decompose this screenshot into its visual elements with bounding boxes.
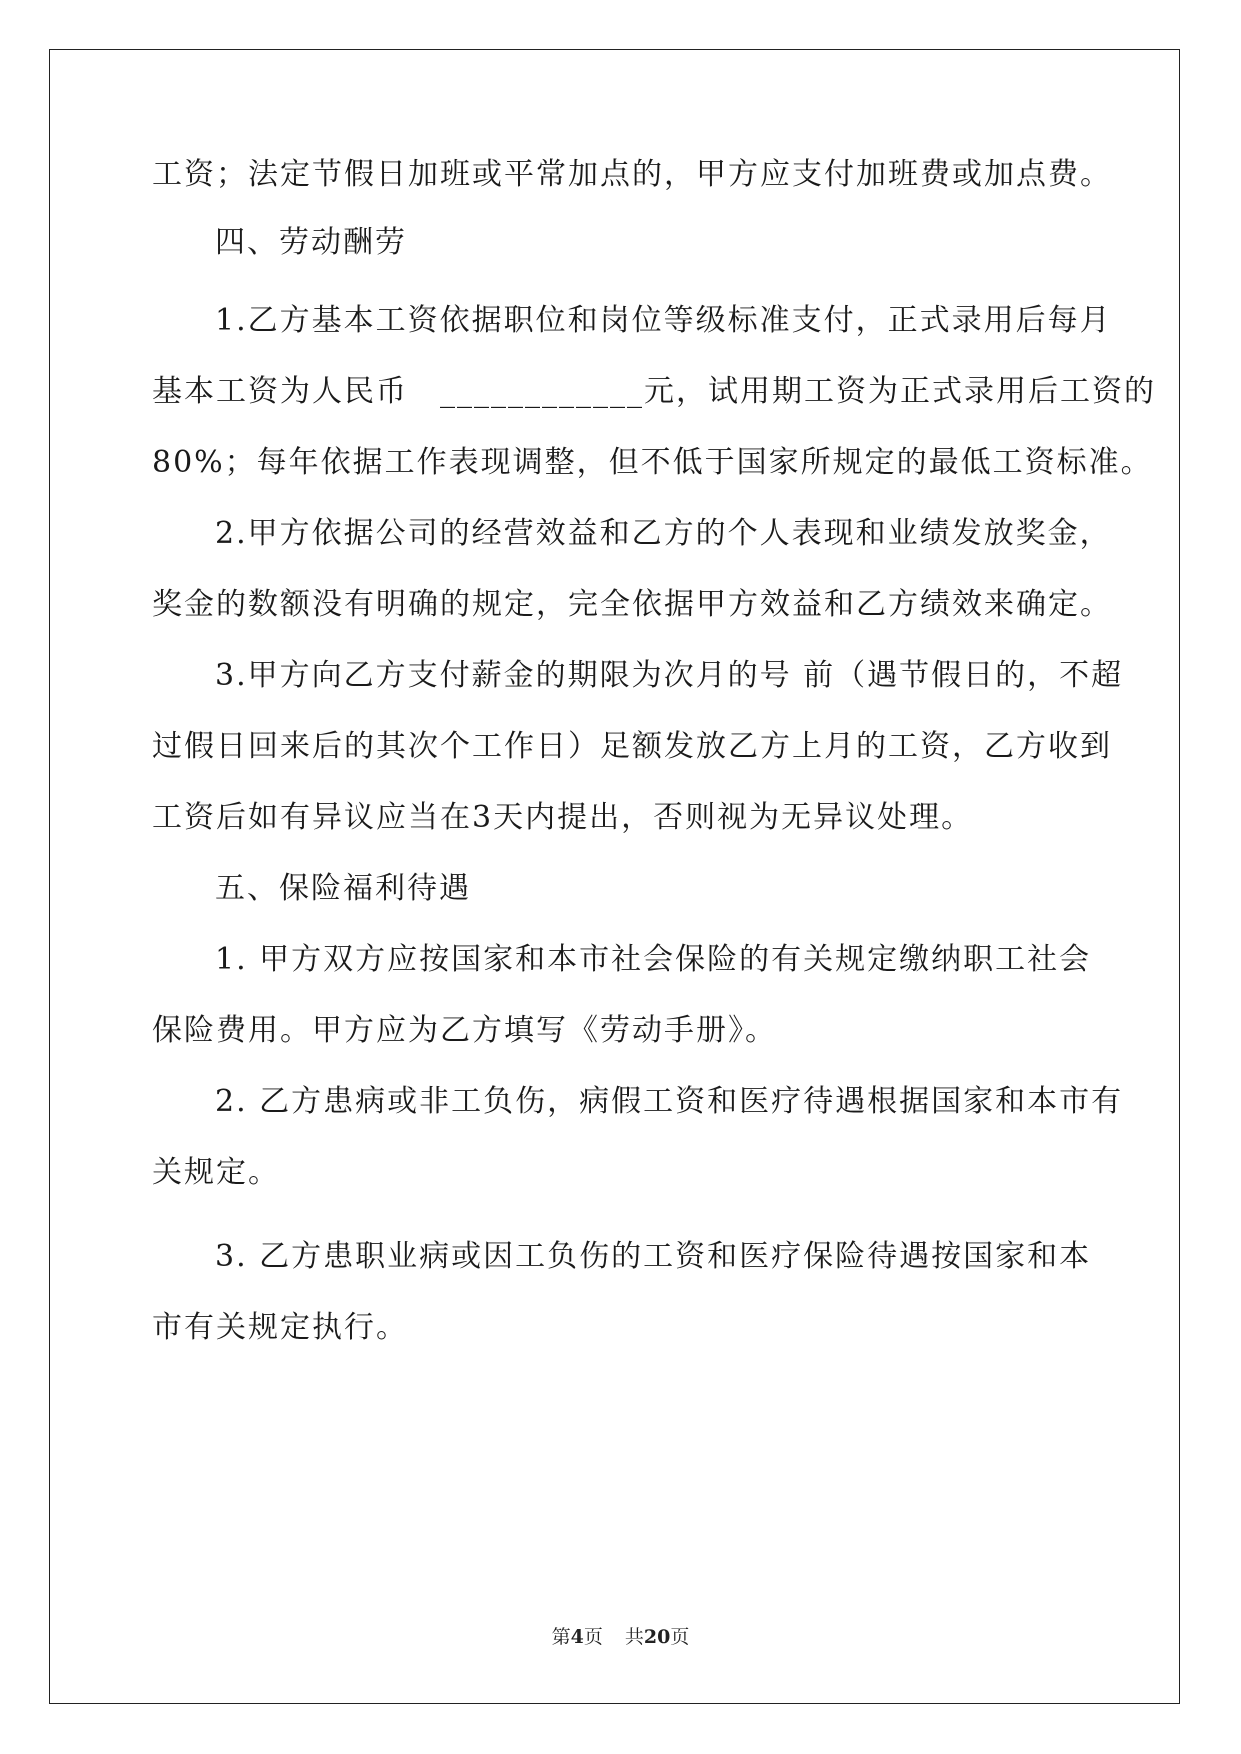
paragraph-line: 1.乙方基本工资依据职位和岗位等级标准支付，正式录用后每月 xyxy=(215,303,1112,338)
paragraph-line: 工资；法定节假日加班或平常加点的，甲方应支付加班费或加点费。 xyxy=(152,157,1112,192)
paragraph-line: 3. 乙方患职业病或因工负伤的工资和医疗保险待遇按国家和本 xyxy=(215,1239,1092,1274)
paragraph-line: 1. 甲方双方应按国家和本市社会保险的有关规定缴纳职工社会 xyxy=(215,942,1092,977)
page-suffix: 页 xyxy=(583,1626,603,1648)
page-footer xyxy=(0,1625,1241,1649)
section-heading: 五、保险福利待遇 xyxy=(215,871,471,906)
paragraph-line: 基本工资为人民币 ____________元，试用期工资为正式录用后工资的 xyxy=(152,374,1156,409)
page-prefix: 第 xyxy=(551,1626,571,1648)
page-number: 4 xyxy=(570,1626,584,1648)
paragraph-line: 3.甲方向乙方支付薪金的期限为次月的号 前（遇节假日的，不超 xyxy=(215,658,1124,693)
paragraph-line: 奖金的数额没有明确的规定，完全依据甲方效益和乙方绩效来确定。 xyxy=(152,587,1112,622)
paragraph-line: 市有关规定执行。 xyxy=(152,1310,408,1345)
section-heading: 四、劳动酬劳 xyxy=(215,225,407,260)
total-prefix: 共 xyxy=(624,1626,644,1648)
paragraph-line: 2. 乙方患病或非工负伤，病假工资和医疗待遇根据国家和本市有 xyxy=(215,1084,1124,1119)
paragraph-line: 2.甲方依据公司的经营效益和乙方的个人表现和业绩发放奖金， xyxy=(215,516,1112,551)
total-pages: 20 xyxy=(643,1626,671,1648)
paragraph-line: 过假日回来后的其次个工作日）足额发放乙方上月的工资，乙方收到 xyxy=(152,729,1112,764)
paragraph-line: 关规定。 xyxy=(152,1155,280,1190)
paragraph-line: 工资后如有异议应当在3天内提出，否则视为无异议处理。 xyxy=(152,800,974,835)
total-suffix: 页 xyxy=(670,1626,690,1648)
paragraph-line: 80%；每年依据工作表现调整，但不低于国家所规定的最低工资标准。 xyxy=(152,445,1153,480)
paragraph-line: 保险费用。甲方应为乙方填写《劳动手册》。 xyxy=(152,1013,777,1048)
